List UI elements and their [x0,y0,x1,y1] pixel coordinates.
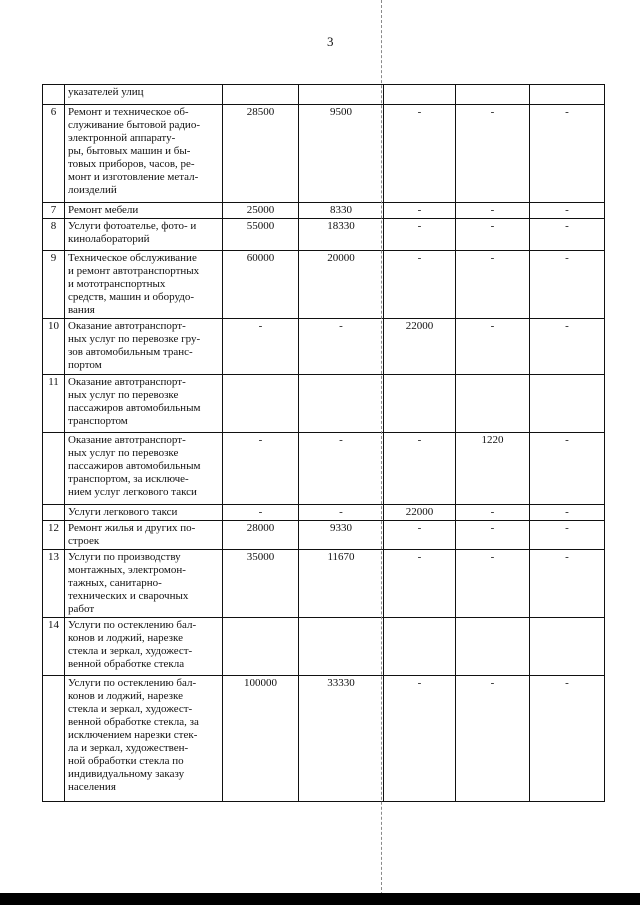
value-cell [456,375,530,433]
value-cell: - [384,105,456,203]
value-cell: 25000 [223,203,299,219]
value-cell [299,375,384,433]
value-cell: 28500 [223,105,299,203]
value-cell: - [530,203,605,219]
value-cell: 35000 [223,550,299,618]
value-cell: 22000 [384,505,456,521]
service-name: Техническое обслуживание и ремонт автотранспортных и мототранспортных средств, машин и оборудо- вания [65,251,223,319]
table-row [43,319,605,375]
service-name: Оказание автотранспорт- ных услуг по перевозке пассажиров автомобильным транспортом [65,375,223,433]
value-cell: - [456,521,530,550]
value-cell: - [456,219,530,251]
value-cell: - [384,521,456,550]
value-cell: - [299,319,384,375]
value-cell: - [456,505,530,521]
tariff-table [42,84,605,802]
value-cell: - [530,251,605,319]
value-cell: - [223,505,299,521]
value-cell: - [456,319,530,375]
table-row [43,618,605,676]
row-number [43,85,65,105]
value-cell [384,618,456,676]
value-cell [299,618,384,676]
value-cell: 33330 [299,676,384,802]
value-cell: 11670 [299,550,384,618]
value-cell [223,375,299,433]
value-cell: - [384,203,456,219]
value-cell: - [384,433,456,505]
value-cell [456,85,530,105]
value-cell [223,85,299,105]
row-number: 13 [43,550,65,618]
value-cell: 55000 [223,219,299,251]
service-name: Услуги по остеклению бал- конов и лоджий, нарезке стекла и зеркал, художест- венной обработке стекла, за исключением нарезки стек- ла и зеркал, художествен- ной обработки стекла по индивидуальному заказу населения [65,676,223,802]
value-cell: 20000 [299,251,384,319]
value-cell [299,85,384,105]
table-row [43,375,605,433]
value-cell: - [223,319,299,375]
row-number: 8 [43,219,65,251]
row-number [43,505,65,521]
value-cell: - [530,433,605,505]
table-row [43,85,605,105]
row-number: 6 [43,105,65,203]
value-cell: - [456,550,530,618]
value-cell [223,618,299,676]
value-cell: - [223,433,299,505]
value-cell [456,618,530,676]
row-number: 9 [43,251,65,319]
value-cell: - [530,505,605,521]
value-cell: - [530,319,605,375]
value-cell: 8330 [299,203,384,219]
service-name: Услуги по производству монтажных, электромон- тажных, санитарно- технических и сварочных работ [65,550,223,618]
value-cell: - [456,105,530,203]
value-cell: - [299,433,384,505]
value-cell: - [456,676,530,802]
value-cell: - [456,203,530,219]
row-number: 12 [43,521,65,550]
value-cell: - [384,550,456,618]
value-cell: - [530,219,605,251]
value-cell: - [530,550,605,618]
value-cell: - [530,521,605,550]
row-number: 7 [43,203,65,219]
value-cell [530,375,605,433]
value-cell [384,375,456,433]
service-name: Услуги по остеклению бал- конов и лоджий, нарезке стекла и зеркал, художест- венной обработке стекла [65,618,223,676]
value-cell: - [384,219,456,251]
scan-edge-band [0,893,640,905]
table-row [43,676,605,802]
value-cell: 60000 [223,251,299,319]
row-number: 11 [43,375,65,433]
row-number: 14 [43,618,65,676]
value-cell [530,85,605,105]
table-row [43,105,605,203]
value-cell: 1220 [456,433,530,505]
table-row [43,251,605,319]
service-name: Услуги легкового такси [65,505,223,521]
table-row [43,433,605,505]
table-row [43,505,605,521]
service-name: Ремонт жилья и других по- строек [65,521,223,550]
row-number [43,433,65,505]
page-number: 3 [327,34,334,49]
value-cell: - [530,105,605,203]
value-cell: - [384,251,456,319]
fold-line [381,0,382,905]
value-cell: - [384,676,456,802]
service-name: Ремонт и техническое об- служивание бытовой радио- электронной аппарату- ры, бытовых машин и бы- товых приборов, часов, ре- монт и изготовление метал- лоизделий [65,105,223,203]
value-cell: 100000 [223,676,299,802]
table-row [43,219,605,251]
value-cell [384,85,456,105]
value-cell: 28000 [223,521,299,550]
value-cell: 9500 [299,105,384,203]
service-name: Оказание автотранспорт- ных услуг по перевозке гру- зов автомобильным транс- портом [65,319,223,375]
row-number: 10 [43,319,65,375]
table-row [43,203,605,219]
value-cell: 18330 [299,219,384,251]
row-number [43,676,65,802]
service-name: Оказание автотранспорт- ных услуг по перевозке пассажиров автомобильным транспортом, за исключе- нием услуг легкового такси [65,433,223,505]
value-cell: - [299,505,384,521]
value-cell: - [530,676,605,802]
service-name: Ремонт мебели [65,203,223,219]
value-cell [530,618,605,676]
service-name: Услуги фотоателье, фото- и кинолабораторий [65,219,223,251]
value-cell: 9330 [299,521,384,550]
table-row [43,521,605,550]
table-row [43,550,605,618]
value-cell: 22000 [384,319,456,375]
service-name: указателей улиц [65,85,223,105]
value-cell: - [456,251,530,319]
